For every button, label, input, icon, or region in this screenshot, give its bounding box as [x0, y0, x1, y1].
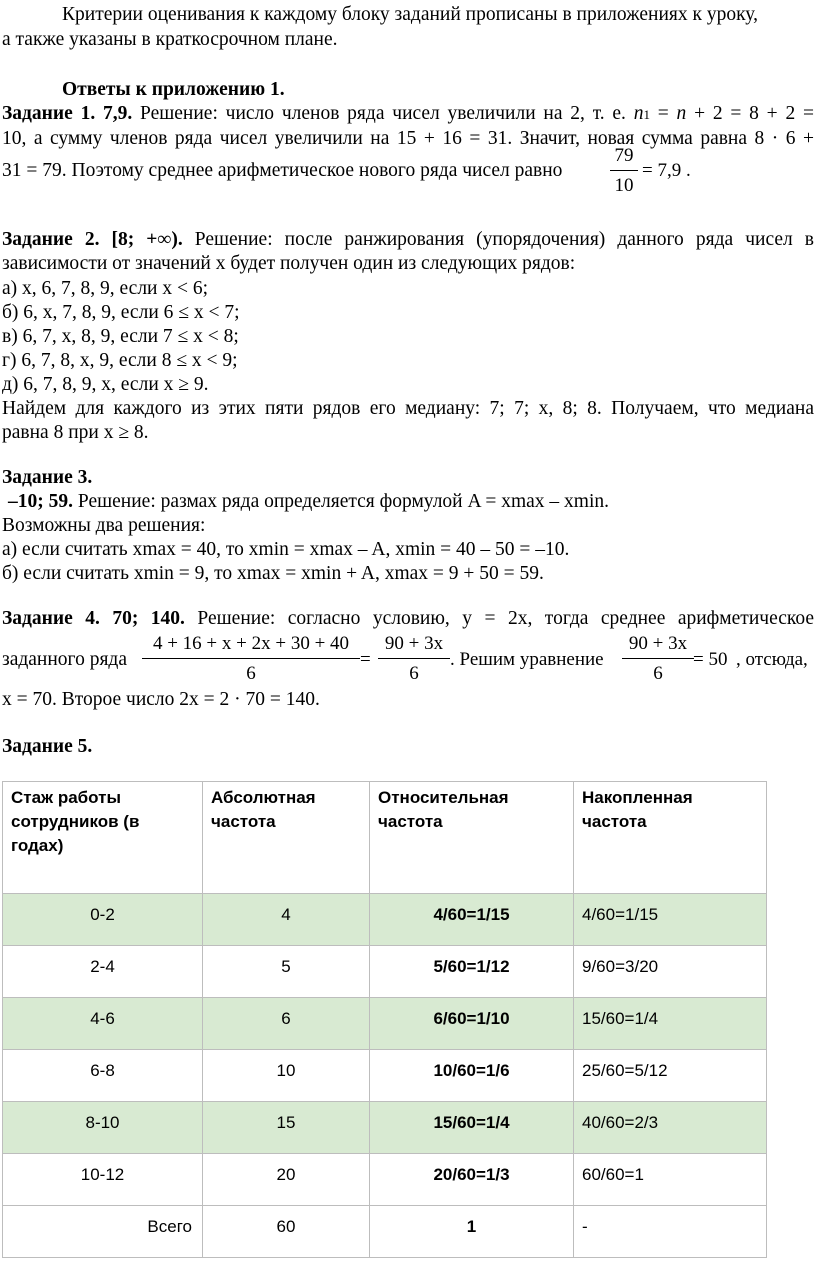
fraction-numerator: 90 + 3x — [628, 633, 688, 654]
task1-result: = 7,9 . — [642, 160, 691, 181]
task1-line-1 — [2, 104, 814, 124]
task2-case-c: в) 6, 7, x, 8, 9, если 7 ≤ x < 8; — [2, 326, 239, 347]
task2-conclusion-2: равна 8 при x ≥ 8. — [2, 422, 149, 443]
task4-line-3: x = 70. Второе число 2x = 2 · 70 = 140. — [2, 689, 320, 710]
task2-case-d: г) 6, 7, 8, x, 9, если 8 ≤ x < 9; — [2, 350, 238, 371]
task4-tail: , отсюда, — [736, 649, 808, 670]
task3-line-2: Возможны два решения: — [2, 515, 206, 536]
fraction-bar — [622, 658, 694, 659]
fraction-denominator: 6 — [653, 663, 663, 684]
task4-label: Задание 4. 70; 140. — [2, 608, 185, 629]
cell-total-cumulative: - — [574, 1206, 767, 1258]
table-row — [3, 1154, 767, 1206]
task2-case-a: а) x, 6, 7, 8, 9, если x < 6; — [2, 278, 209, 299]
cell-relative: 15/60=1/4 — [370, 1102, 574, 1154]
cell-interval: 2-4 — [3, 946, 203, 998]
task1-line1-end: + 2 = 8 + 2 = — [686, 103, 814, 124]
header-experience: Стаж работы сотрудников (в годах) — [3, 782, 203, 894]
answers-heading: Ответы к приложению 1. — [62, 79, 285, 100]
cell-interval: 4-6 — [3, 998, 203, 1050]
fraction-numerator: 4 + 16 + x + 2x + 30 + 40 — [152, 633, 350, 654]
task3-text: Решение: размах ряда определяется формулой A = xmax – xmin. — [73, 491, 610, 512]
header-cumulative-frequency: Накопленная частота — [574, 782, 767, 894]
task2-conclusion-1: Найдем для каждого из этих пяти рядов его медиану: 7; 7; x, 8; 8. Получаем, что медиана — [2, 398, 814, 419]
n1-var: n — [633, 103, 644, 124]
task3-label: Задание 3. — [2, 467, 93, 488]
intro-line-2: а также указаны в краткосрочном плане. — [2, 29, 338, 50]
header-relative-frequency: Относительная частота — [370, 782, 574, 894]
cell-cumulative: 9/60=3/20 — [574, 946, 767, 998]
cell-total-relative: 1 — [370, 1206, 574, 1258]
cell-interval: 6-8 — [3, 1050, 203, 1102]
cell-cumulative: 40/60=2/3 — [574, 1102, 767, 1154]
cell-absolute: 4 — [203, 894, 370, 946]
task1-label: Задание 1. 7,9. — [2, 103, 133, 124]
cell-cumulative: 15/60=1/4 — [574, 998, 767, 1050]
task2-line-2: зависимости от значений x будет получен один из следующих рядов: — [2, 253, 576, 274]
cell-absolute: 15 — [203, 1102, 370, 1154]
task2-label: Задание 2. [8; +∞). — [2, 229, 183, 250]
task4-eq50: = 50 — [693, 649, 728, 670]
cell-interval: 10-12 — [3, 1154, 203, 1206]
fraction-numerator: 79 — [614, 145, 634, 166]
cell-total-absolute: 60 — [203, 1206, 370, 1258]
frequency-table — [2, 781, 767, 1258]
cell-absolute: 10 — [203, 1050, 370, 1102]
fraction-bar — [378, 658, 450, 659]
task2-case-b: б) 6, x, 7, 8, 9, если 6 ≤ x < 7; — [2, 302, 240, 323]
fraction-denominator: 6 — [409, 663, 419, 684]
task1-line-3: 31 = 79. Поэтому среднее арифметическое нового ряда чисел равно — [2, 160, 563, 181]
task4-fraction-2 — [378, 634, 450, 686]
table-header-row — [3, 782, 767, 894]
cell-absolute: 5 — [203, 946, 370, 998]
table-row-total — [3, 1206, 767, 1258]
task4-fraction-1 — [142, 634, 360, 686]
task1-fraction — [610, 146, 638, 198]
fraction-numerator: 90 + 3x — [384, 633, 444, 654]
n-var: n — [676, 103, 687, 124]
task4-fraction-3 — [622, 634, 694, 686]
cell-cumulative: 25/60=5/12 — [574, 1050, 767, 1102]
fraction-denominator: 10 — [614, 175, 634, 196]
n1-subscript: 1 — [643, 107, 650, 122]
cell-interval: 8-10 — [3, 1102, 203, 1154]
task3-case-b: б) если считать xmin = 9, то xmax = xmin + A, xmax = 9 + 50 = 59. — [2, 563, 544, 584]
task4-mid: . Решим уравнение — [450, 649, 604, 670]
fraction-bar — [142, 658, 360, 659]
task3-line-1 — [8, 492, 609, 512]
header-absolute-frequency: Абсолютная частота — [203, 782, 370, 894]
cell-cumulative: 60/60=1 — [574, 1154, 767, 1206]
task1-line-2: 10, а сумму членов ряда чисел увеличили на 15 + 16 = 31. Значит, новая сумма равна 8 · 6 + — [2, 128, 814, 149]
cell-interval: 0-2 — [3, 894, 203, 946]
table-row — [3, 998, 767, 1050]
intro-line-1: Критерии оценивания к каждому блоку заданий прописаны в приложениях к уроку, — [62, 4, 758, 25]
cell-relative: 10/60=1/6 — [370, 1050, 574, 1102]
cell-total-label: Всего — [3, 1206, 203, 1258]
task4-prefix: заданного ряда — [2, 649, 127, 670]
task2-line-1 — [2, 230, 814, 250]
cell-cumulative: 4/60=1/15 — [574, 894, 767, 946]
task4-text: Решение: согласно условию, y = 2x, тогда среднее арифметическое — [184, 608, 814, 629]
task3-answer: –10; 59. — [8, 491, 73, 512]
task1-text: Решение: число членов ряда чисел увеличили на 2, т. е. — [132, 103, 634, 124]
cell-relative: 5/60=1/12 — [370, 946, 574, 998]
fraction-bar — [610, 170, 638, 171]
fraction-denominator: 6 — [246, 663, 256, 684]
table-row — [3, 946, 767, 998]
cell-absolute: 6 — [203, 998, 370, 1050]
task3-case-a: а) если считать xmax = 40, то xmin = xmax – A, xmin = 40 – 50 = –10. — [2, 539, 570, 560]
task2-case-e: д) 6, 7, 8, 9, x, если x ≥ 9. — [2, 374, 209, 395]
task2-text: Решение: после ранжирования (упорядочения) данного ряда чисел в — [182, 229, 814, 250]
table-row — [3, 1050, 767, 1102]
table-row — [3, 1102, 767, 1154]
cell-absolute: 20 — [203, 1154, 370, 1206]
task4-line-1 — [2, 609, 814, 629]
task5-label: Задание 5. — [2, 736, 93, 757]
task1-eq: = — [649, 103, 677, 124]
cell-relative: 4/60=1/15 — [370, 894, 574, 946]
task4-equals: = — [360, 649, 371, 670]
table-row — [3, 894, 767, 946]
cell-relative: 20/60=1/3 — [370, 1154, 574, 1206]
cell-relative: 6/60=1/10 — [370, 998, 574, 1050]
